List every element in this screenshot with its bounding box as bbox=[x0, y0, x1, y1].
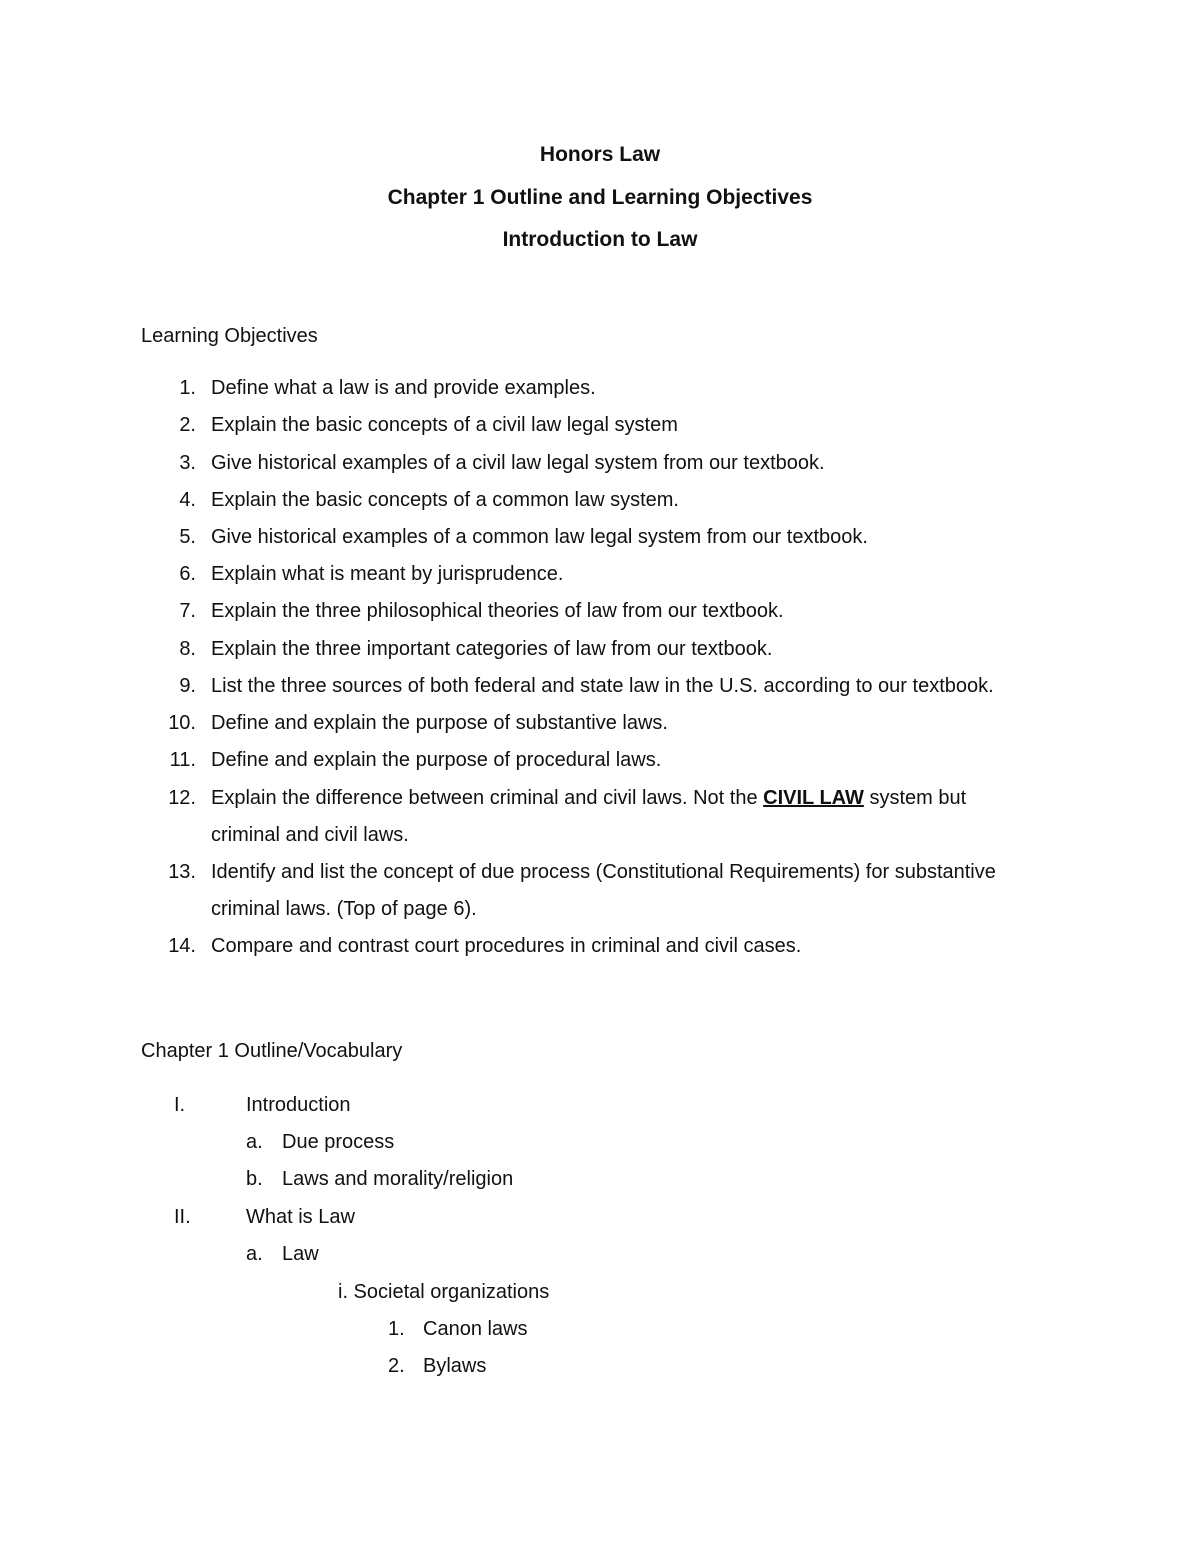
objective-text: Explain the three philosophical theories of law from our textbook. bbox=[211, 600, 784, 622]
objective-number: 1. bbox=[179, 377, 196, 399]
objective-text: Explain the basic concepts of a common law system. bbox=[211, 489, 679, 511]
outline-letter: a. bbox=[246, 1131, 263, 1153]
objective-text: Give historical examples of a common law legal system from our textbook. bbox=[211, 526, 868, 548]
outline-heading: Chapter 1 Outline/Vocabulary bbox=[141, 1040, 403, 1062]
objective-text: Define and explain the purpose of procedural laws. bbox=[211, 749, 662, 771]
objective-number: 8. bbox=[179, 638, 196, 660]
objective-number: 5. bbox=[179, 526, 196, 548]
objective-text: Define and explain the purpose of substantive laws. bbox=[211, 712, 668, 734]
objective-number: 2. bbox=[179, 414, 196, 436]
outline-section-title: Introduction bbox=[246, 1094, 351, 1116]
objective-text: Explain the three important categories of law from our textbook. bbox=[211, 638, 773, 660]
outline-section-title: What is Law bbox=[246, 1206, 355, 1228]
objectives-heading: Learning Objectives bbox=[141, 325, 318, 347]
objective-number: 13. bbox=[168, 861, 196, 883]
objective-number: 12. bbox=[168, 787, 196, 809]
civil-law-emphasis: CIVIL LAW bbox=[763, 787, 864, 809]
outline-numeral: I. bbox=[174, 1094, 186, 1116]
objective-text: criminal and civil laws. bbox=[211, 824, 409, 846]
outline-item-text: Bylaws bbox=[423, 1355, 487, 1377]
outline-numeral: II. bbox=[174, 1206, 191, 1228]
objective-number: 6. bbox=[179, 563, 196, 585]
outline-number: 1. bbox=[388, 1318, 405, 1340]
outline-item-text: Laws and morality/religion bbox=[282, 1168, 514, 1190]
objective-text: Give historical examples of a civil law legal system from our textbook. bbox=[211, 452, 825, 474]
objective-number: 7. bbox=[179, 600, 196, 622]
objective-number: 10. bbox=[168, 712, 196, 734]
course-title: Honors Law bbox=[539, 143, 661, 166]
outline-number: 2. bbox=[388, 1355, 405, 1377]
topic-title: Introduction to Law bbox=[502, 228, 698, 251]
objective-number: 14. bbox=[168, 935, 196, 957]
outline-letter: a. bbox=[246, 1243, 263, 1265]
outline-item-text: Canon laws bbox=[423, 1318, 528, 1340]
objective-text: Compare and contrast court procedures in criminal and civil cases. bbox=[211, 935, 802, 957]
objective-text: Identify and list the concept of due process (Constitutional Requirements) for substantive bbox=[211, 861, 996, 883]
objective-number: 4. bbox=[179, 489, 196, 511]
objective-text bbox=[211, 786, 966, 810]
objective-text: Define what a law is and provide examples. bbox=[211, 377, 596, 399]
objective-text-part: system but bbox=[863, 787, 967, 809]
objective-number: 11. bbox=[169, 749, 196, 771]
objective-text: criminal laws. (Top of page 6). bbox=[211, 898, 477, 920]
outline-item-text: Due process bbox=[282, 1131, 395, 1153]
outline-letter: b. bbox=[246, 1168, 263, 1190]
objective-number: 9. bbox=[179, 675, 196, 697]
objective-text-part: Explain the difference between criminal and civil laws. Not the bbox=[211, 787, 764, 809]
objective-text: List the three sources of both federal and state law in the U.S. according to our textbook. bbox=[211, 675, 994, 697]
objective-text: Explain what is meant by jurisprudence. bbox=[211, 563, 564, 585]
objective-number: 3. bbox=[179, 452, 196, 474]
objective-text: Explain the basic concepts of a civil law legal system bbox=[211, 414, 678, 436]
chapter-title: Chapter 1 Outline and Learning Objectives bbox=[387, 186, 813, 209]
outline-item-text: Law bbox=[282, 1243, 319, 1265]
outline-subitem-text: i. Societal organizations bbox=[338, 1281, 550, 1303]
